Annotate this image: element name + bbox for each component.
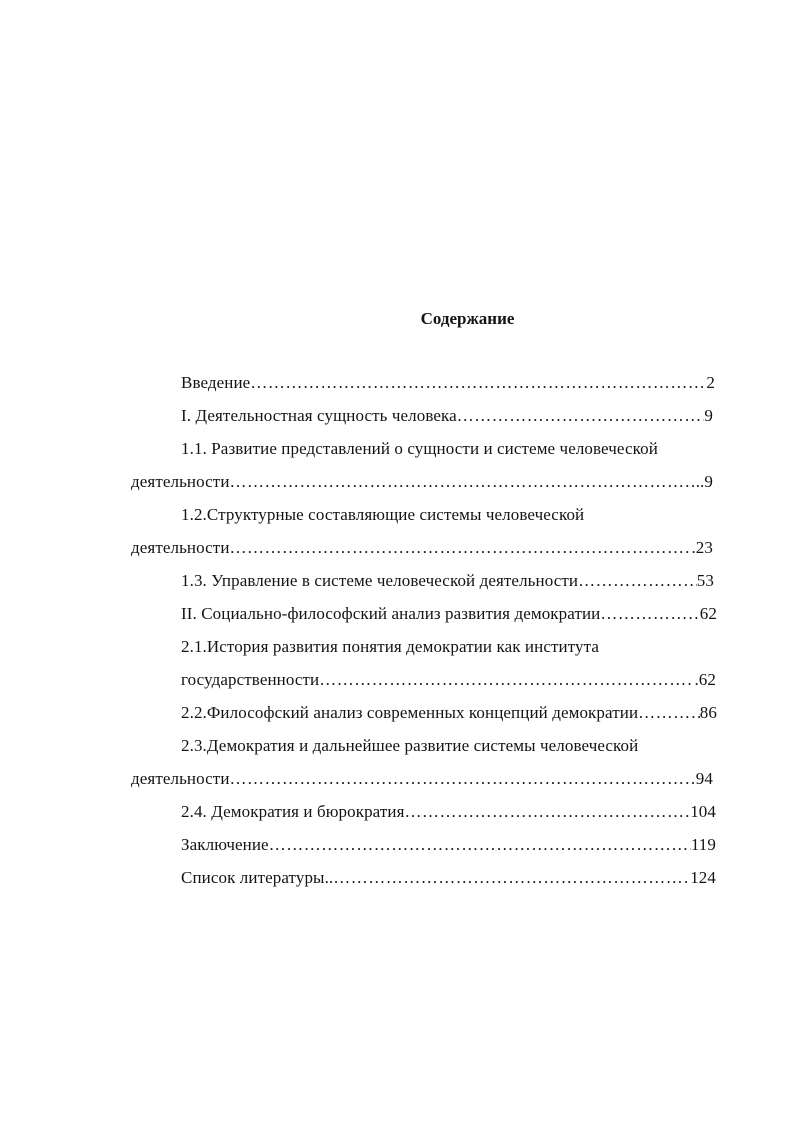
toc-entry-text: II. Социально-философский анализ развития демократии bbox=[181, 604, 601, 623]
dot-leader bbox=[600, 603, 699, 625]
toc-page-number: 53 bbox=[696, 571, 714, 590]
toc-page-number: 119 bbox=[690, 835, 716, 854]
toc-entry-conclusion bbox=[181, 834, 716, 856]
toc-entry-text: Введение bbox=[181, 373, 251, 392]
toc-entry-2-3-line1: 2.3.Демократия и дальнейшее развитие системы человеческой bbox=[181, 736, 639, 755]
dot-leader bbox=[230, 768, 696, 790]
toc-entry-text: деятельности bbox=[131, 538, 230, 557]
dot-leader bbox=[457, 405, 705, 427]
toc-entry-chapter-2 bbox=[181, 603, 717, 625]
dot-leader bbox=[269, 834, 691, 856]
toc-page-number: ..9 bbox=[695, 472, 713, 491]
toc-entry-intro bbox=[181, 372, 715, 394]
toc-page-number: 86 bbox=[699, 703, 717, 722]
toc-entry-2-1-line2 bbox=[181, 669, 716, 691]
toc-entry-text: Заключение bbox=[181, 835, 269, 854]
dot-leader bbox=[230, 537, 692, 559]
dot-leader bbox=[230, 471, 696, 493]
dot-leader bbox=[250, 372, 706, 394]
toc-entry-text: 2.4. Демократия и бюрократия bbox=[181, 802, 405, 821]
dot-leader bbox=[333, 867, 690, 889]
toc-entry-references bbox=[181, 867, 716, 889]
toc-entry-chapter-1 bbox=[181, 405, 713, 427]
toc-entry-2-3-line2 bbox=[131, 768, 713, 790]
toc-entry-text: Список литературы.. bbox=[181, 868, 334, 887]
dot-leader bbox=[319, 669, 694, 691]
toc-entry-1-1-line2 bbox=[131, 471, 713, 493]
toc-page-number: 94 bbox=[695, 769, 713, 788]
toc-entry-1-3 bbox=[181, 570, 714, 592]
toc-page-number: 124 bbox=[690, 868, 716, 887]
toc-entry-2-2 bbox=[181, 702, 717, 724]
toc-page-number: 9 bbox=[704, 406, 713, 425]
page-title: Содержание bbox=[420, 309, 515, 328]
toc-page-number: 2 bbox=[706, 373, 715, 392]
toc-page-number: 104 bbox=[690, 802, 716, 821]
toc-entry-text: I. Деятельностная сущность человека bbox=[181, 406, 457, 425]
toc-entry-1-2-line2 bbox=[131, 537, 713, 559]
toc-entry-text: 1.3. Управление в системе человеческой деятельности bbox=[181, 571, 579, 590]
toc-entry-2-1-line1: 2.1.История развития понятия демократии как института bbox=[181, 637, 599, 656]
toc-entry-1-2-line1: 1.2.Структурные составляющие системы человеческой bbox=[181, 505, 585, 524]
toc-page-number: .62 bbox=[694, 670, 716, 689]
toc-entry-2-4 bbox=[181, 801, 716, 823]
dot-leader bbox=[405, 801, 691, 823]
toc-entry-text: деятельности bbox=[131, 769, 230, 788]
toc-entry-text: государственности bbox=[181, 670, 320, 689]
toc-page-number: .23 bbox=[691, 538, 713, 557]
toc-entry-text: 2.2.Философский анализ современных концепций демократии bbox=[181, 703, 639, 722]
dot-leader bbox=[638, 702, 700, 724]
toc-page-number: 62 bbox=[699, 604, 717, 623]
toc-entry-1-1-line1: 1.1. Развитие представлений о сущности и системе человеческой bbox=[181, 439, 658, 458]
dot-leader bbox=[578, 570, 697, 592]
toc-entry-text: деятельности bbox=[131, 472, 230, 491]
